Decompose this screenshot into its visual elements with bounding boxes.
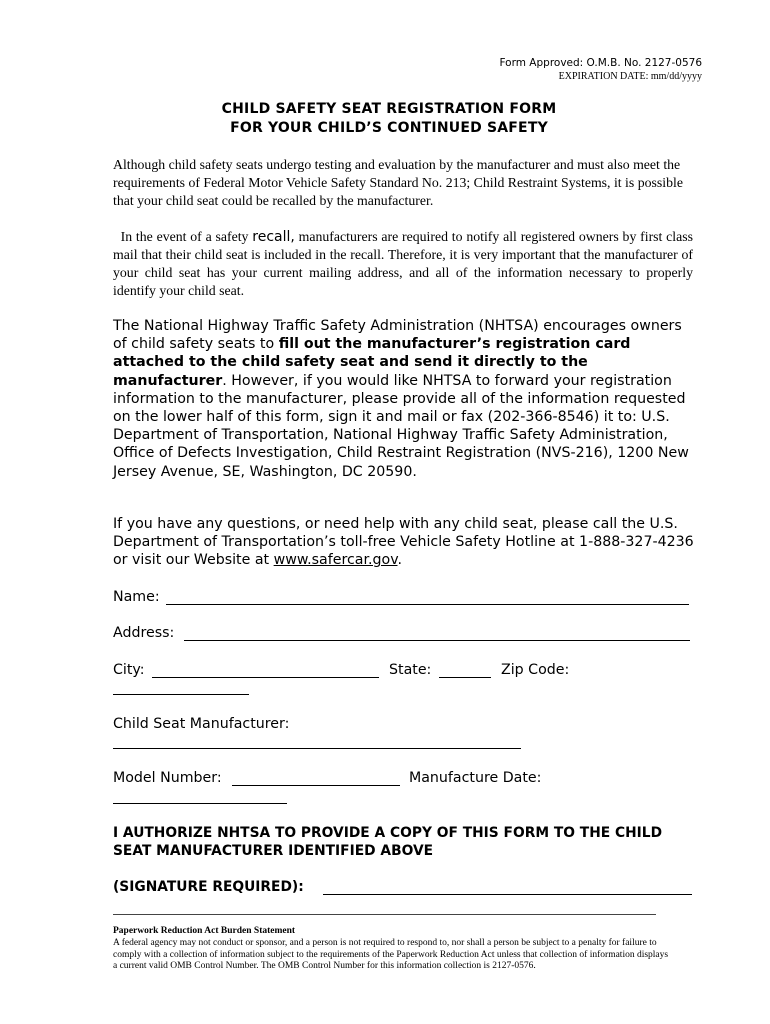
- manufacture-date-label: Manufacture Date:: [409, 770, 542, 786]
- footer-separator: [113, 914, 656, 915]
- signature-field[interactable]: [323, 894, 692, 895]
- zip-label: Zip Code:: [501, 662, 570, 678]
- nhtsa-text-after: . However, if you would like NHTSA to forward your registration information to the manufacturer, please provide all of the information requested on the lower half of this form, sign it and mail or fax (202-366-8546) it to: U.S. Department of Transportation, National Highway Traffic Safety Administration, Office of Defects Investigation, Child Restraint Registration (NVS-216), 1200 New Jersey Avenue, SE, Washington, DC 20590.: [113, 372, 689, 480]
- form-title-line2: FOR YOUR CHILD’S CONTINUED SAFETY: [230, 120, 548, 136]
- form-title-line1: CHILD SAFETY SEAT REGISTRATION FORM: [221, 101, 557, 117]
- manufacturer-label: Child Seat Manufacturer:: [113, 716, 290, 732]
- hotline-text: If you have any questions, or need help with any child seat, please call the U.S. Department of Transportation’s toll-free Vehicle Safety Hotline at 1-888-327-4236 or visit our Website at: [113, 516, 694, 569]
- state-field[interactable]: [439, 677, 491, 678]
- manufacture-date-field[interactable]: [113, 803, 287, 804]
- address-label: Address:: [113, 625, 175, 641]
- name-label: Name:: [113, 589, 160, 605]
- paperwork-heading: Paperwork Reduction Act Burden Statement: [113, 926, 296, 936]
- address-field[interactable]: [184, 640, 690, 641]
- hotline-paragraph: [113, 515, 705, 570]
- nhtsa-text-bold: fill out the manufacturer’s registration card attached to the child safety seat and send it directly to the manufacturer: [113, 336, 631, 389]
- authorization-statement: I AUTHORIZE NHTSA TO PROVIDE A COPY OF THIS FORM TO THE CHILD SEAT MANUFACTURER IDENTIFIED ABOVE: [113, 825, 663, 859]
- paperwork-statement: A federal agency may not conduct or sponsor, and a person is not required to respond to, nor shall a person be subject to a penalty for failure to comply with a collection of information subject to the requirements of the Paperwork Reduction Act unless that collection of information displays a current valid OMB Control Number. The OMB Control Number for this information collection is 2127-0576.: [113, 938, 669, 972]
- zip-field[interactable]: [113, 694, 249, 695]
- name-field[interactable]: [166, 604, 689, 605]
- nhtsa-text-before: The National Highway Traffic Safety Administration (NHTSA) encourages owners of child safety seats to: [113, 318, 682, 353]
- intro-paragraph: Although child safety seats undergo testing and evaluation by the manufacturer and must also meet the requirements of Federal Motor Vehicle Safety Standard No. 213; Child Restraint Systems, it is possible that your child seat could be recalled by the manufacturer.: [113, 157, 683, 208]
- safercar-link[interactable]: www.safercar.gov: [273, 552, 398, 569]
- omb-approval: Form Approved: O.M.B. No. 2127-0576: [499, 57, 702, 69]
- recall-word: recall,: [252, 229, 295, 245]
- model-number-field[interactable]: [232, 785, 400, 786]
- hotline-text-end: .: [397, 552, 403, 569]
- signature-label: (SIGNATURE REQUIRED):: [113, 879, 304, 895]
- city-label: City:: [113, 662, 145, 678]
- recall-text-after: manufacturers are required to notify all registered owners by first class mail that their child seat is included in the recall. Therefore, it is very important that the manufacturer of your child seat has your current mailing address, and all of the information necessary to properly identify your child seat.: [113, 229, 694, 298]
- model-number-label: Model Number:: [113, 770, 222, 786]
- nhtsa-paragraph: [113, 317, 698, 481]
- recall-text-before: In the event of a safety: [120, 229, 253, 244]
- state-label: State:: [389, 662, 432, 678]
- manufacturer-field[interactable]: [113, 748, 521, 749]
- recall-paragraph: [113, 228, 693, 300]
- city-field[interactable]: [152, 677, 379, 678]
- expiration-date: EXPIRATION DATE: mm/dd/yyyy: [558, 71, 702, 82]
